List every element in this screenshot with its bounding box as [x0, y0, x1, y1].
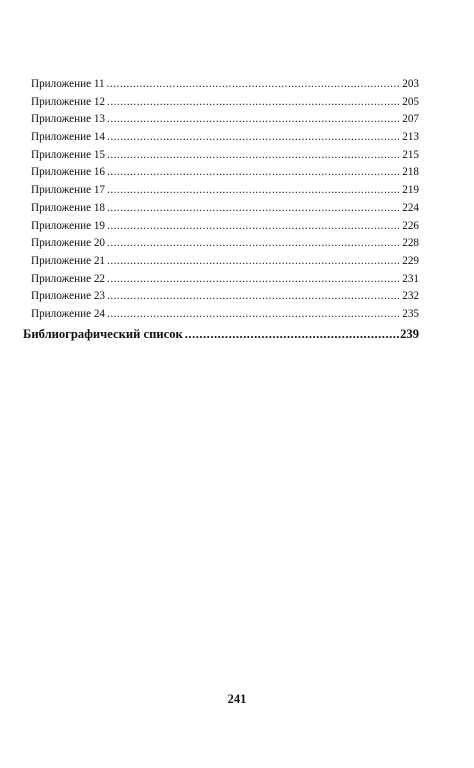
- toc-entry-appendix-12: [0, 94, 474, 112]
- dot-leader: [107, 147, 401, 165]
- toc-entry-appendix-11: [0, 76, 474, 94]
- dot-leader: [107, 253, 401, 271]
- toc-entry-label: Приложение 13: [31, 113, 106, 126]
- toc-entry-page: 239: [400, 326, 419, 341]
- toc-entry-label: Приложение 11: [31, 78, 105, 90]
- toc-entry-appendix-18: [0, 200, 474, 218]
- toc-entry-label: Приложение 16: [31, 166, 106, 179]
- dot-leader: [107, 306, 401, 324]
- toc-entry-label: Приложение 17: [31, 184, 106, 197]
- toc-entry-page: 207: [402, 113, 419, 126]
- dot-leader: [107, 288, 401, 306]
- toc-entry-page: 226: [402, 219, 419, 232]
- toc-entry-bibliography: [0, 324, 474, 344]
- toc-entry-label: Приложение 14: [31, 131, 106, 144]
- dot-leader: [107, 200, 401, 218]
- dot-leader: [107, 164, 401, 182]
- toc-entry-page: 219: [402, 184, 419, 197]
- toc-entry-page: 203: [402, 78, 419, 90]
- toc-entry-page: 205: [402, 95, 419, 108]
- dot-leader: [107, 94, 401, 112]
- dot-leader: [107, 111, 401, 129]
- dot-leader: [107, 182, 401, 200]
- toc-entry-label: Приложение 22: [31, 272, 106, 285]
- toc-entry-page: 224: [402, 201, 419, 214]
- toc-entry-label: Приложение 15: [31, 148, 106, 161]
- table-of-contents: [0, 76, 474, 344]
- dot-leader: [107, 271, 401, 289]
- toc-entry-page: 228: [402, 237, 419, 250]
- dot-leader: [185, 324, 399, 344]
- dot-leader: [107, 129, 401, 147]
- toc-entry-appendix-17: [0, 182, 474, 200]
- toc-entry-label: Библиографический список: [23, 326, 183, 341]
- dot-leader: [107, 218, 401, 236]
- toc-entry-page: 229: [402, 254, 419, 267]
- toc-entry-appendix-15: [0, 147, 474, 165]
- toc-entry-appendix-20: [0, 235, 474, 253]
- toc-entry-appendix-21: [0, 253, 474, 271]
- toc-entry-appendix-13: [0, 111, 474, 129]
- toc-entry-page: 215: [402, 148, 419, 161]
- toc-entry-label: Приложение 23: [31, 290, 106, 303]
- toc-entry-appendix-24: [0, 306, 474, 324]
- toc-entry-label: Приложение 18: [31, 201, 106, 214]
- dot-leader: [107, 76, 402, 94]
- toc-entry-page: 218: [402, 166, 419, 179]
- toc-entry-appendix-23: [0, 288, 474, 306]
- toc-entry-label: Приложение 19: [31, 219, 106, 232]
- toc-entry-page: 231: [402, 272, 419, 285]
- toc-entry-appendix-16: [0, 164, 474, 182]
- toc-entry-page: 213: [402, 131, 419, 144]
- toc-entry-appendix-14: [0, 129, 474, 147]
- toc-entry-label: Приложение 24: [31, 307, 106, 320]
- toc-entry-appendix-22: [0, 271, 474, 289]
- toc-entry-page: 235: [402, 307, 419, 320]
- dot-leader: [107, 235, 401, 253]
- toc-entry-page: 232: [402, 290, 419, 303]
- toc-entry-appendix-19: [0, 218, 474, 236]
- toc-entry-label: Приложение 20: [31, 237, 106, 250]
- toc-entry-label: Приложение 21: [31, 254, 106, 267]
- page-number: 241: [227, 692, 247, 706]
- toc-entry-label: Приложение 12: [31, 95, 106, 108]
